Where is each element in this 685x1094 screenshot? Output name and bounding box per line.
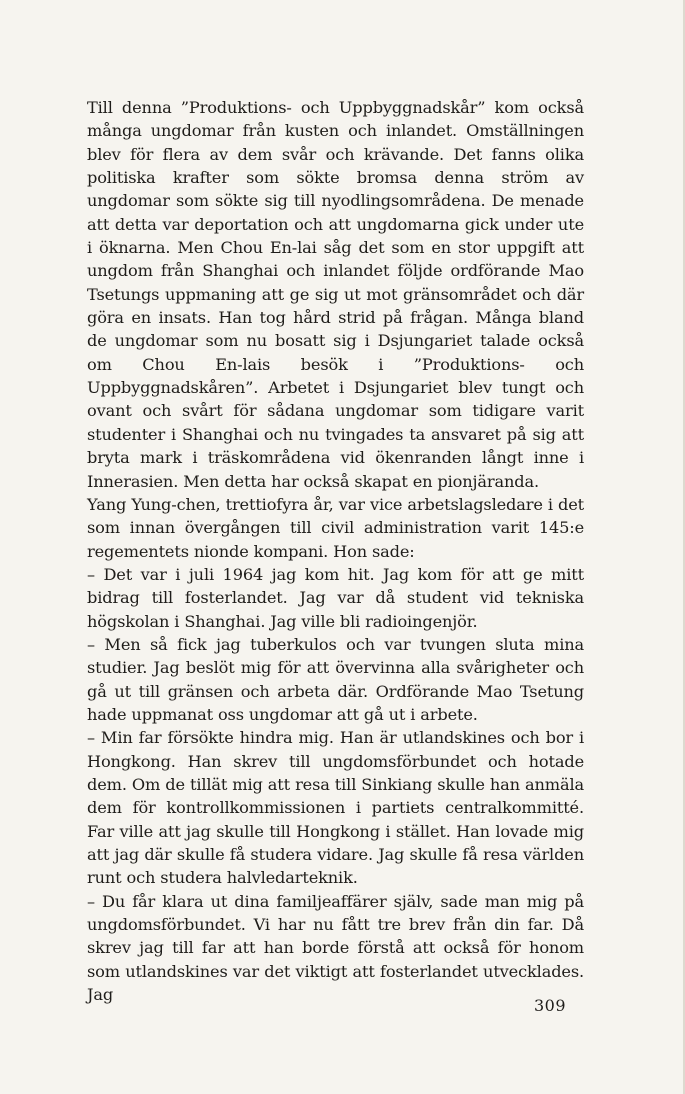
paragraph-5: – Min far försökte hindra mig. Han är utlandskines och bor i Hongkong. Han skrev till ungdomsförbundet och hotade dem. Om de tillät mig att resa till Sinkiang skulle han anmäla dem för kontrollkommissionen i partiets centralkommitté. Far ville att jag skulle till Hongkong i stället. Han lovade mig att jag där skulle få studera vidare. Jag skulle få resa världen runt och studera halvledarteknik. [87, 728, 584, 888]
paragraph-2: Yang Yung-chen, trettiofyra år, var vice arbetslagsledare i det som innan övergången till civil administration varit 145:e regementets nionde kompani. Hon sade: [87, 494, 584, 561]
paragraph-3: – Det var i juli 1964 jag kom hit. Jag kom för att ge mitt bidrag till fosterlandet. Jag var då student vid tekniska högskolan i Shanghai. Jag ville bli radioingenjör. [87, 564, 584, 631]
body-text [87, 96, 584, 1006]
paragraph-4: – Men så fick jag tuberkulos och var tvungen sluta mina studier. Jag beslöt mig för att övervinna alla svårigheter och gå ut till gränsen och arbeta där. Ordförande Mao Tsetung hade uppmanat oss ungdomar att gå ut i arbete. [87, 634, 584, 724]
paragraph-6: – Du får klara ut dina familjeaffärer själv, sade man mig på ungdomsförbundet. Vi har nu fått tre brev från din far. Då skrev jag till far att han borde förstå att också för honom som utlandskines var det viktigt att fosterlandet utvecklades. Jag [87, 891, 584, 1005]
page-number: 309 [534, 996, 567, 1015]
paragraph-1: Till denna ”Produktions- och Uppbyggnadskår” kom också många ungdomar från kusten och inlandet. Omställningen blev för flera av dem svår och krävande. Det fanns olika politiska krafter som sökte bromsa denna ström av ungdomar som sökte sig till nyodlingsområdena. De menade att detta var deportation och att ungdomarna gick under ute i öknarna. Men Chou En-lai såg det som en stor uppgift att ungdom från Shanghai och inlandet följde ordförande Mao Tsetungs uppmaning att ge sig ut mot gränsområdet och där göra en insats. Han tog hård strid på frågan. Många bland de ungdomar som nu bosatt sig i Dsjungariet talade också om Chou En-lais besök i ”Produktions- och Uppbyggnadskåren”. Arbetet i Dsjungariet blev tungt och ovant och svårt för sådana ungdomar som tidigare varit studenter i Shanghai och nu tvingades ta ansvaret på sig att bryta mark i träskområdena vid ökenranden långt inne i Innerasien. Men detta har också skapat en pionjäranda. [87, 98, 584, 491]
